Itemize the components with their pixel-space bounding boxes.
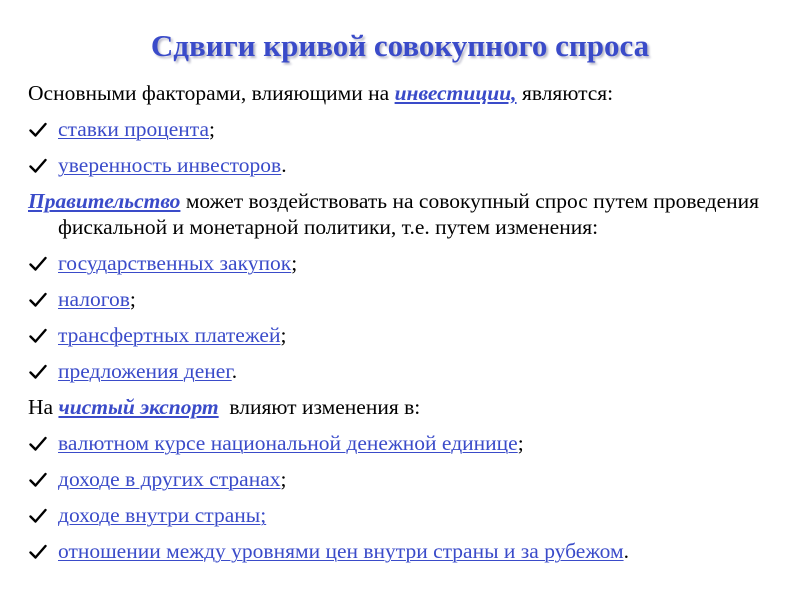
net-export-lead-before: На <box>28 395 59 419</box>
list-item <box>28 466 798 492</box>
check-icon <box>28 286 58 312</box>
investment-lead <box>28 80 798 106</box>
list-item-punct: ; <box>129 287 136 311</box>
check-icon <box>28 502 58 528</box>
list-item <box>28 502 798 528</box>
list-item-punct: ; <box>280 467 287 491</box>
check-icon <box>28 358 58 384</box>
investment-lead-after: являются: <box>516 81 614 105</box>
list-item-punct: ; <box>280 323 287 347</box>
check-icon <box>28 538 58 564</box>
list-item <box>28 286 798 312</box>
list-item <box>28 250 798 276</box>
list-item <box>28 116 798 142</box>
check-icon <box>28 250 58 276</box>
list-item <box>28 322 798 348</box>
investment-keyword: инвестиции, <box>394 81 517 105</box>
check-icon <box>28 152 58 178</box>
net-export-lead <box>28 394 798 420</box>
list-item-text: налогов <box>58 287 130 311</box>
list-item <box>28 538 798 564</box>
list-item-punct: . <box>231 359 238 383</box>
list-item-text: трансфертных платежей <box>58 323 281 347</box>
list-item-text: доходе внутри страны; <box>58 503 267 527</box>
government-lead <box>28 188 798 240</box>
government-keyword: Правительство <box>28 189 181 213</box>
check-icon <box>28 116 58 142</box>
list-item-text: государственных закупок <box>58 251 292 275</box>
slide-body <box>28 80 798 564</box>
check-icon <box>28 322 58 348</box>
net-export-lead-after: влияют изменения в: <box>218 395 421 419</box>
list-item-punct: ; <box>208 117 215 141</box>
list-item <box>28 152 798 178</box>
list-item-text: ставки процента <box>58 117 209 141</box>
list-item-punct: . <box>623 539 629 563</box>
slide-title: Сдвиги кривой совокупного спроса <box>150 28 650 63</box>
list-item-punct: . <box>281 153 287 177</box>
list-item-text: доходе в других странах <box>58 467 281 491</box>
list-item-punct: ; <box>291 251 298 275</box>
investment-lead-before: Основными факторами, влияющими на <box>28 81 395 105</box>
government-lead-after: может воздействовать на совокупный спрос путем проведения фискальной и монетарной политики, т.е. путем изменения: <box>58 189 760 239</box>
list-item-text: валютном курсе национальной денежной единице <box>58 431 518 455</box>
list-item <box>28 430 798 456</box>
check-icon <box>28 430 58 456</box>
list-item-text: предложения денег <box>58 359 232 383</box>
list-item-text: уверенность инвесторов <box>58 153 282 177</box>
list-item-punct: ; <box>517 431 524 455</box>
list-item <box>28 358 798 384</box>
check-icon <box>28 466 58 492</box>
net-export-keyword: чистый экспорт <box>58 395 219 419</box>
list-item-text: отношении между уровнями цен внутри страны и за рубежом <box>58 539 624 563</box>
